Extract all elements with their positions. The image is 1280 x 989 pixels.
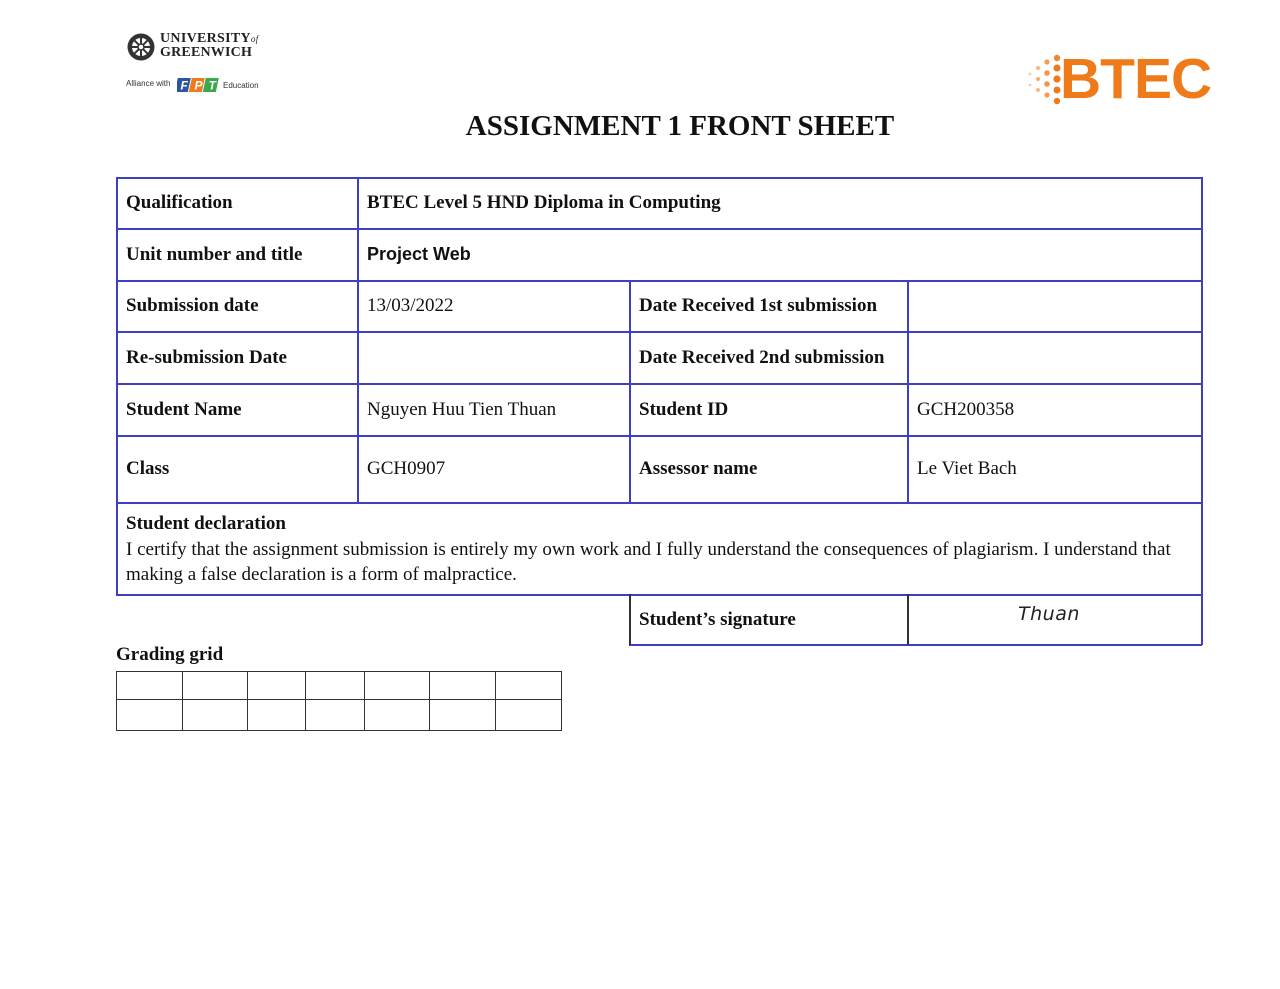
student-signature: Thuan: [1018, 603, 1080, 625]
student-id-value: GCH200358: [917, 398, 1015, 420]
grid-cell: [183, 700, 248, 731]
grid-cell: [117, 700, 183, 731]
fpt-logo-icon: [177, 77, 221, 93]
page-title: ASSIGNMENT 1 FRONT SHEET: [465, 110, 895, 142]
submission-date-value: 13/03/2022: [367, 295, 454, 316]
grid-cell: [430, 700, 496, 731]
svg-text:T: T: [208, 78, 216, 93]
declaration-title: Student declaration: [126, 513, 286, 534]
assessor-label: Assessor name: [639, 458, 758, 479]
btec-dots-icon: [1024, 52, 1062, 110]
grid-cell: [306, 700, 365, 731]
grid-cell: [365, 672, 430, 700]
svg-text:F: F: [180, 78, 188, 93]
grid-cell: [248, 700, 306, 731]
alliance-text: Alliance with: [126, 79, 171, 88]
university-of-greenwich-logo: [126, 30, 266, 100]
received-1st-label: Date Received 1st submission: [639, 295, 878, 316]
university-text: UNIVERSITYof: [160, 31, 259, 46]
grid-cell: [248, 672, 306, 700]
grid-cell: [306, 672, 365, 700]
greenwich-text: GREENWICH: [160, 45, 253, 60]
svg-text:P: P: [194, 78, 203, 93]
btec-wordmark: BTEC: [1060, 47, 1212, 111]
btec-logo: [1024, 47, 1219, 112]
grid-cell: [183, 672, 248, 700]
unit-value: Project Web: [367, 244, 471, 264]
student-name-label: Student Name: [126, 398, 242, 420]
declaration-text: I certify that the assignment submission is entirely my own work and I fully understand the consequences of plagiarism. I understand that making a false declaration is a form of malpractice.: [126, 538, 1171, 585]
assessor-value: Le Viet Bach: [917, 458, 1017, 479]
class-value: GCH0907: [367, 458, 446, 479]
unit-label: Unit number and title: [126, 243, 303, 265]
grid-cell: [117, 672, 183, 700]
grid-row: [117, 672, 562, 700]
greenwich-crest-icon: [126, 32, 156, 62]
resubmission-date-label: Re-submission Date: [126, 346, 287, 368]
grid-cell: [496, 700, 562, 731]
qualification-label: Qualification: [126, 192, 233, 213]
education-text: Education: [223, 81, 259, 90]
class-label: Class: [126, 458, 170, 479]
submission-date-label: Submission date: [126, 295, 259, 316]
student-id-label: Student ID: [639, 398, 729, 420]
resubmission-date-value: [358, 332, 367, 383]
grading-grid-label: Grading grid: [116, 644, 224, 665]
grading-grid: [116, 671, 562, 731]
received-1st-value: [908, 281, 917, 331]
qualification-value: BTEC Level 5 HND Diploma in Computing: [367, 192, 721, 213]
received-2nd-label: Date Received 2nd submission: [639, 346, 885, 368]
grid-row: [117, 700, 562, 731]
grid-cell: [430, 672, 496, 700]
student-name-value: Nguyen Huu Tien Thuan: [367, 398, 557, 420]
signature-label: Student’s signature: [639, 609, 796, 630]
received-2nd-value: [908, 332, 917, 383]
grid-cell: [496, 672, 562, 700]
student-declaration: [126, 511, 1196, 588]
grid-cell: [365, 700, 430, 731]
